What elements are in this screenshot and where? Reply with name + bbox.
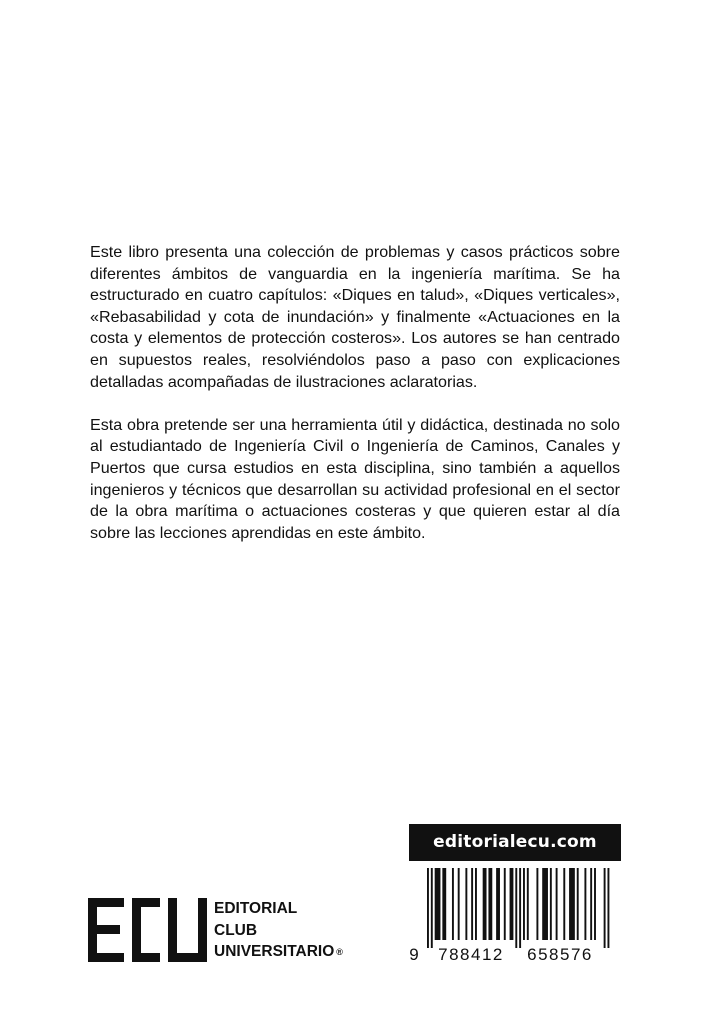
barcode-bar <box>483 868 487 940</box>
barcode-guard-bar <box>604 868 606 948</box>
publisher-name-line-1: EDITORIAL <box>214 900 298 917</box>
barcode-guard-bar <box>427 868 429 948</box>
barcode-right-digits: 658576 <box>527 945 593 964</box>
barcode-bar <box>458 868 460 940</box>
publisher-name-line-2: CLUB <box>214 921 258 939</box>
publisher-name <box>214 898 343 964</box>
barcode-bar <box>569 868 575 940</box>
barcode-bar <box>452 868 454 940</box>
barcode-bar <box>556 868 558 940</box>
barcode-bar <box>584 868 586 940</box>
barcode-bar <box>536 868 538 940</box>
barcode-guard-bar <box>431 868 433 948</box>
barcode-bar <box>542 868 548 940</box>
barcode-bar <box>594 868 596 940</box>
barcode-left-digits: 788412 <box>438 945 504 964</box>
publisher-name-line-3-text: UNIVERSITARIO <box>214 943 335 960</box>
barcode-bar <box>510 868 514 940</box>
barcode-graphic <box>409 866 621 964</box>
barcode-bar <box>435 868 441 940</box>
barcode-bar <box>523 868 525 940</box>
publisher-website: editorialecu.com <box>409 824 621 861</box>
barcode-bar <box>496 868 500 940</box>
barcode-bar <box>504 868 506 940</box>
isbn-barcode <box>409 866 621 964</box>
barcode-bar <box>527 868 529 940</box>
barcode-lead-digit: 9 <box>409 945 419 964</box>
barcode-bar <box>465 868 467 940</box>
barcode-bar <box>563 868 565 940</box>
blurb-paragraph-2: Esta obra pretende ser una herramienta útil y didáctica, destinada no solo al estudiantado de Ingeniería Civil o Ingeniería de Caminos, Canales y Puertos que cursa estudios en esta disciplina, sino también a aquellos ingenieros y técnicos que desarrollan su actividad profesional en el sector de la obra marítima o actuaciones costeras y que quieren estar al día sobre las lecciones aprendidas en este ámbito. <box>90 415 620 542</box>
barcode-bar <box>488 868 492 940</box>
back-cover-blurb <box>90 242 620 566</box>
barcode-bar <box>590 868 592 940</box>
publisher-logo <box>88 898 358 964</box>
blurb-paragraph-1: Este libro presenta una colección de problemas y casos prácticos sobre diferentes ámbitos de vanguardia en la ingeniería marítima. Se ha estructurado en cuatro capítulos: «Diques en talud», «Diques verticales», «Rebasabilidad y cota de inundación» y finalmente «Actuaciones en la costa y elementos de protección costeros». Los autores se han centrado en supuestos reales, resolviéndolos paso a paso con explicaciones detalladas acompañadas de ilustraciones aclaratorias. <box>90 243 620 391</box>
barcode-bar <box>577 868 579 940</box>
barcode-bar <box>442 868 446 940</box>
barcode-bar <box>550 868 552 940</box>
ecu-logo-mark <box>88 898 207 962</box>
registered-mark: ® <box>336 947 343 957</box>
barcode-guard-bar <box>515 868 517 948</box>
publisher-name-line-3 <box>214 941 343 964</box>
barcode-bar <box>471 868 473 940</box>
barcode-guard-bar <box>519 868 521 948</box>
barcode-bar <box>475 868 477 940</box>
barcode-guard-bar <box>607 868 609 948</box>
